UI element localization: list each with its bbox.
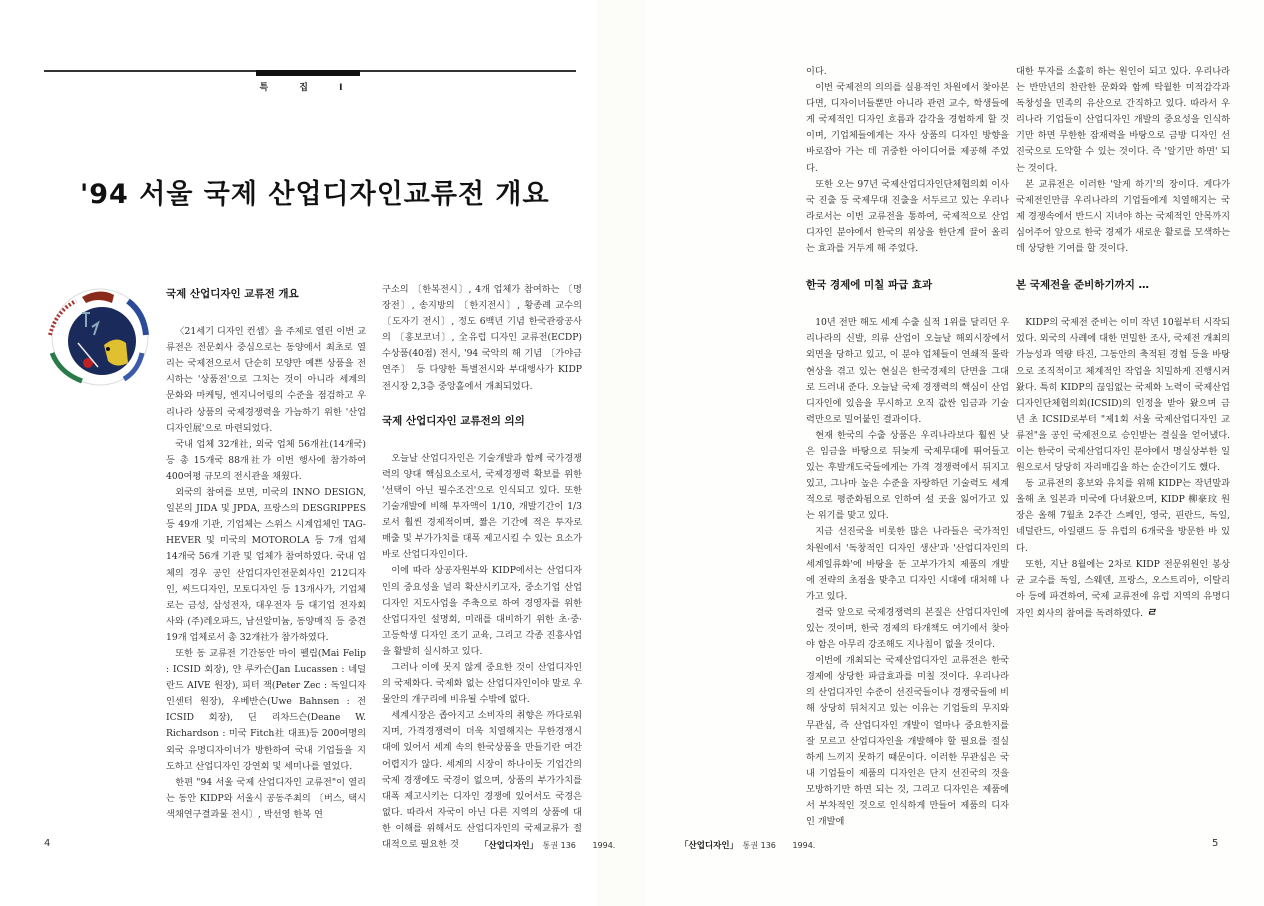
issue-year: 1994. bbox=[592, 841, 616, 850]
paragraph: 동 교류전의 홍보와 유치를 위해 KIDP는 작년말과 올해 초 일본과 미국에 다녀왔으며, KIDP 柳豪玟 원장은 올해 7월초 2주간 스페인, 영국, 핀란드, 독일, 네덜란드, 아일랜드 등 유럽의 6개국을 방문한 바 있다. bbox=[1016, 478, 1230, 554]
paragraph: 세계시장은 좁아지고 소비자의 취향은 까다로워지며, 가격경쟁력이 더욱 치열해지는 무한경쟁시대에 있어서 세계 속의 한국상품을 만들기란 여간 어렵지가 않다. 세계의 시장이 하나이듯 기업간의 국제 경쟁에도 국경이 없으며, 상품의 부가가치를 대폭 제고시키는 디자인 경쟁에 있어서도 국경은 없다. 따라서 자국이 아닌 다른 지역의 상품에 대한 이해를 위해서도 산업디자인의 국제교류가 절대적으로 필요한 것 bbox=[382, 710, 582, 850]
heading-significance: 국제 산업디자인 교류전의 의의 bbox=[382, 414, 525, 427]
issue-year: 1994. bbox=[792, 841, 816, 850]
magazine-name: 「산업디자인」 bbox=[480, 841, 539, 851]
page-gutter bbox=[598, 0, 646, 906]
column-3 bbox=[806, 64, 1009, 830]
section-tab-bar bbox=[256, 70, 360, 76]
paragraph: KIDP의 국제전 준비는 이미 작년 10월부터 시작되었다. 외국의 사례에 대한 면밀한 조사, 국제전 개최의 가능성과 역량 타진, 그동안의 축적된 경험 등을 바탕으로 조직적이고 체계적인 작업을 치밀하게 진행시켜왔다. 특히 KIDP의 끊임없는 국제화 노력이 국제산업디자인단체협의회(ICSID)의 인정을 받아 왔으며 금년 초 ICSID로부터 "제1회 서울 국제산업디자인 교류전"을 공인 국제전으로 승인받는 결실을 얻어냈다. 이는 한국이 국제산업디자인 분야에서 명실상부한 일원으로서 당당히 자리매김을 하는 순간이기도 했다. bbox=[1016, 317, 1230, 474]
exhibition-emblem-icon bbox=[42, 283, 157, 388]
section-tag: 특 집 I bbox=[259, 83, 357, 93]
magazine-name: 「산업디자인」 bbox=[680, 841, 739, 851]
heading-preparation: 본 국제전을 준비하기까지 … bbox=[1016, 279, 1150, 292]
paragraph: 10년 전만 해도 세계 수출 실적 1위를 달리던 우리나라의 신발, 의류 산업이 오늘날 해외시장에서 외면을 당하고 있고, 이 분야 업체들이 연쇄적 몰락현상을 겪고 있는 현실은 한국경제의 단면을 그대로 드러내 준다. 오늘날 국제 경쟁력의 핵심이 산업디자인에 있음을 무시하고 오직 값싼 임금과 기술력만으로 밀어붙인 결과이다. bbox=[806, 317, 1009, 425]
paragraph: 그러나 이에 못지 않게 중요한 것이 산업디자인의 국제화다. 국제화 없는 산업디자인이야 말로 우물안의 개구리에 비유될 수밖에 없다. bbox=[382, 661, 582, 706]
paragraph: 오늘날 산업디자인은 기술개발과 함께 국가경쟁력의 양대 핵심요소로서, 국제경쟁력 확보를 위한 '선택이 아닌 필수조건'으로 인식되고 있다. 또한 기술개발에 비해 투자액이 1/10, 개발기간이 1/3로서 훨씬 경제적이며, 짧은 기간에 적은 투자로 매출 및 부가가치를 대폭 제고시킬 수 있는 요소가 바로 산업디자인이다. bbox=[382, 452, 582, 561]
paragraph: 이번 국제전의 의의를 실용적인 차원에서 찾아본다면, 디자이너들뿐만 아니라 관련 교수, 학생들에게 국제적인 디자인 흐름과 감각을 경험하게 할 것이며, 기업체들에게는 자사 상품의 디자인 방향을 바로잡아 가는 데 귀중한 아이디어를 제공해 주었다. bbox=[806, 82, 1009, 174]
paragraph: 외국의 참여를 보면, 미국의 INNO DESIGN, 일본의 JIDA 및 JPDA, 프랑스의 DESGRIPPES 등 49개 기관, 기업체는 스위스 시계업체인 TAG-HEVER 및 미국의 MOTOROLA 등 7개 업체 14개국 56개 기관 및 업체가 참여하였다. 국내 업체의 경우 공인 산업디자인전문회사인 212디자인, 씨드디자인, 모토디자인 등 13개사가, 기업체로는 금성, 삼성전자, 대우전자 등 대기업 전자회사와 (주)레오파드, 남선알미늄, 동양매직 등 중견 19개 업체로서 총 32개社가 참가하였다. bbox=[166, 487, 366, 643]
paragraph: 지금 선진국을 비롯한 많은 나라들은 국가적인 차원에서 '독창적인 디자인 생산'과 '산업디자인의 세계일류화'에 바탕을 둔 고부가가치 제품의 개발에 전략의 초점을 맞추고 디자인 시대에 대처해 나가고 있다. bbox=[806, 526, 1009, 602]
issue-volume: 통권 136 bbox=[742, 841, 776, 850]
paragraph: 또한 동 교류전 기간동안 마이 펠립(Mai Felip : ICSID 회장), 얀 루카슨(Jan Lucassen : 네덜란드 AIVE 원장), 피터 잭(Peter Zec : 독일디자인센터 원장), 우베반슨(Uwe Bahnsen : 전 ICSID 회장), 딘 리차드슨(Deane W. Richardson : 미국 Fitch社 대표)등 200여명의 외국 유명디자이너가 방한하여 국내 기업들을 지도하고 산업디자인 강연회 및 세미나를 열었다. bbox=[166, 647, 366, 772]
paragraph: 본 교류전은 이러한 '알게 하기'의 장이다. 게다가 국제전인만큼 우리나라의 기업들에게 치열해지는 국제 경쟁속에서 반드시 지녀야 하는 국제적인 안목까지 심어주어 앞으로 한국 경제가 새로운 활로를 모색하는데 상당한 기여를 할 것이다. bbox=[1016, 178, 1230, 255]
last-paragraph-text: 또한, 지난 8월에는 2차로 KIDP 전문위원인 봉상균 교수를 독일, 스웨덴, 프랑스, 오스트리아, 이탈리아 등에 파견하여, 국제 교류전에 유럽 지역의 유명디자인 회사의 참여를 독려하였다. bbox=[1016, 558, 1230, 619]
paragraph bbox=[1016, 557, 1230, 622]
issue-volume: 통권 136 bbox=[542, 841, 576, 850]
paragraph: 이에 따라 상공자원부와 KIDP에서는 산업디자인의 중요성을 널리 확산시키고자, 중소기업 산업디자인 지도사업을 주축으로 하여 경영자를 위한 산업디자인 설명회, 미래를 대비하기 위한 초·중·고등학생 디자인 조기 교육, 그리고 각종 진흥사업을 활발히 실시하고 있다. bbox=[382, 565, 582, 657]
paragraph: 한편 "94 서울 국제 산업디자인 교류전"이 열리는 동안 KIDP와 서울시 공동주최의 〔버스, 택시 색채연구결과물 전시〕, 박선영 한복 연 bbox=[166, 776, 366, 820]
footer-left bbox=[480, 839, 615, 851]
paragraph: 〈21세기 디자인 컨셉〉을 주제로 열린 이번 교류전은 전문회사 중심으로는 동양에서 최초로 열리는 국제전으로서 단순히 모양만 예쁜 상품을 전시하는 '상품전'으로 그치는 것이 아니라 세계의 문화와 마케팅, 엔지니어링의 수준을 점검하고 우리나라 상품의 국제경쟁력을 가늠하기 위한 '산업디자인展'으로 마련되었다. bbox=[166, 326, 366, 434]
paragraph: 구소의 〔한복전시〕, 4개 업체가 참여하는 〔명장전〕, 송지방의 〔한지전시〕, 황종례 교수의 〔도자기 전시〕, 정도 6백년 기념 한국관광공사의 〔홍보코너〕, 全유럽 디자인 교류전(ECDP) 수상품(40점) 전시, '94 국악의 해 기념 〔가야금 연주〕 등 다양한 특별전시와 부대행사가 KIDP 전시장 2,3층 중앙홀에서 개최되었다. bbox=[382, 284, 582, 392]
paragraph: 이번에 개최되는 국제산업디자인 교류전은 한국 경제에 상당한 파급효과를 미칠 것이다. 우리나라의 산업디자인 수준이 선진국들이나 경쟁국들에 비해 상당히 뒤처지고 있는 이유는 기업들의 무지와 무관심, 즉 산업디자인 개발이 얼마나 중요한지를 잘 모르고 산업디자인을 개발해야 할 필요를 절실하게 느끼지 못하기 때문이다. 이러한 무관심은 국내 기업들이 제품의 디자인은 단지 선진국의 것을 모방하기만 하면 되는 것, 그리고 디자인은 제품에서 부차적인 것으로 인식하게 만들어 제품의 디자인 개발에 bbox=[806, 655, 1009, 828]
paragraph: 국내 업체 32개社, 외국 업체 56개社(14개국) 등 총 15개국 88개社가 이번 행사에 참가하여 400여평 규모의 전시관을 채웠다. bbox=[166, 438, 366, 482]
paragraph: 또한 오는 97년 국제산업디자인단체협의회 이사국 진출 등 국제무대 진출을 서두르고 있는 우리나라로서는 이번 교류전을 통하여, 국제적으로 산업디자인 분야에서 한국의 위상을 한단계 끌어 올리는 효과를 거두게 해 주었다. bbox=[806, 178, 1009, 255]
heading-overview: 국제 산업디자인 교류전 개요 bbox=[166, 288, 299, 300]
paragraph: 대한 투자를 소홀히 하는 원인이 되고 있다. 우리나라는 반만년의 찬란한 문화와 함께 탁월한 미적감각과 독창성을 민족의 유산으로 간직하고 있다. 따라서 우리나라 기업들이 산업디자인 개발의 중요성을 인식하기만 하면 무한한 잠재력을 바탕으로 금방 디자인 선진국으로 도약할 수 있는 것이다. 즉 '알기만 하면' 되는 것이다. bbox=[1016, 66, 1230, 174]
column-4 bbox=[1016, 64, 1230, 622]
paragraph: 이다. bbox=[806, 66, 827, 77]
page-title: '94 서울 국제 산업디자인교류전 개요 bbox=[80, 179, 550, 210]
end-of-article-icon: ㄹ bbox=[1145, 605, 1157, 619]
paragraph: 현재 한국의 수출 상품은 우리나라보다 훨씬 낮은 임금을 바탕으로 뒤늦게 국제무대에 뛰어들고 있는 후발개도국들에게는 가격 경쟁력에서 뒤지고 있고, 그나마 높은 수준을 자랑하던 기술력도 세계적으로 평준화됨으로 인하여 설 곳을 잃어가고 있는 위기를 맞고 있다. bbox=[806, 429, 1009, 522]
page-number-left: 4 bbox=[44, 838, 51, 849]
heading-economic-effect: 한국 경제에 미칠 파급 효과 bbox=[806, 279, 933, 292]
paragraph: 결국 앞으로 국제경쟁력의 본질은 산업디자인에 있는 것이며, 한국 경제의 타개책도 여기에서 찾아야 함은 아무리 강조해도 지나침이 없을 것이다. bbox=[806, 606, 1009, 651]
page-number-right: 5 bbox=[1212, 838, 1219, 849]
column-2 bbox=[382, 282, 582, 853]
footer-right bbox=[680, 839, 815, 851]
column-1 bbox=[166, 286, 366, 823]
